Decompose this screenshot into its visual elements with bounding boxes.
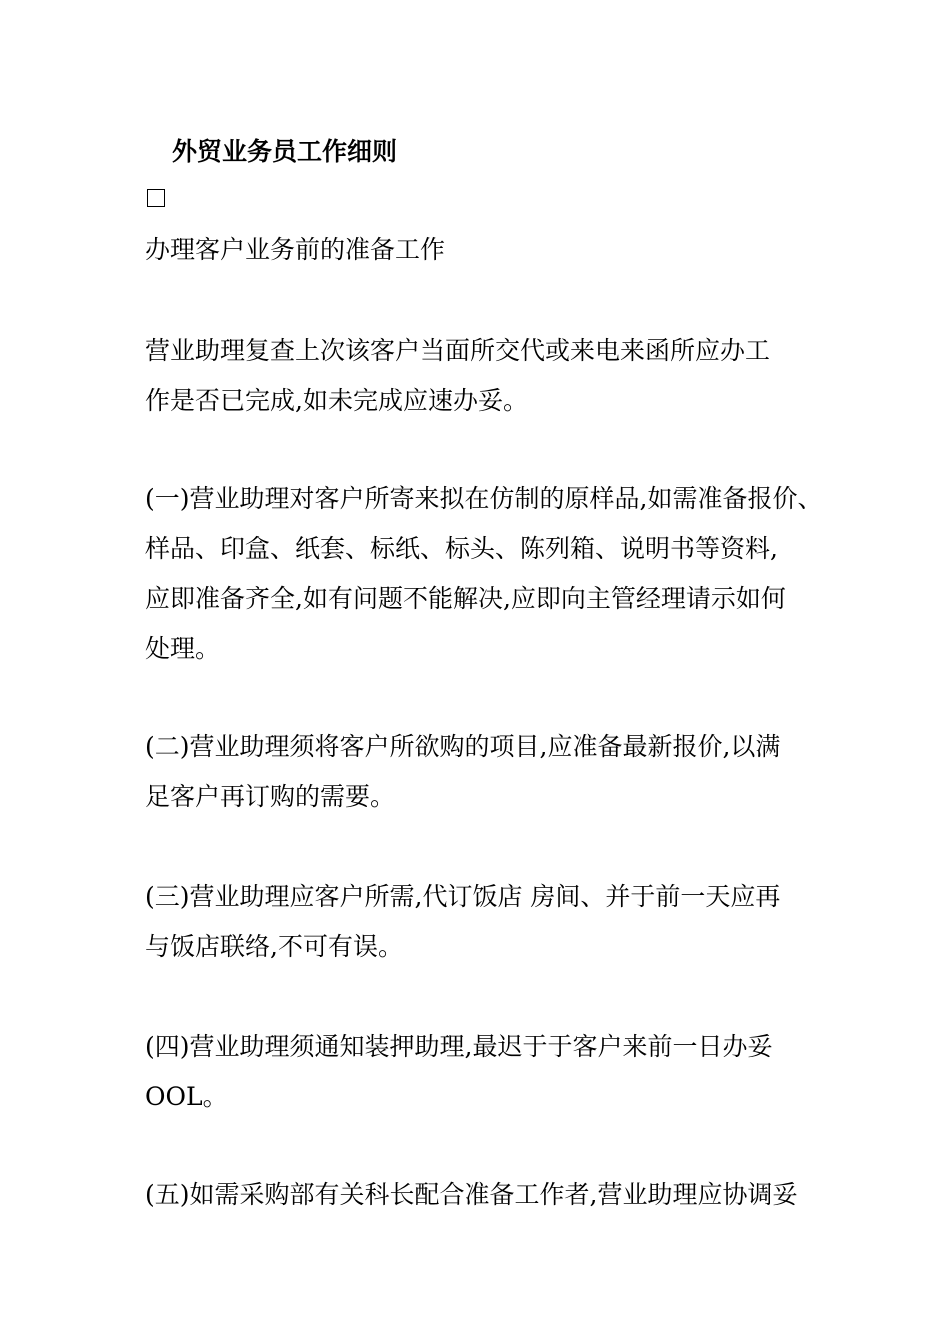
- paragraph-line: 处理。: [145, 634, 221, 663]
- section-heading: 办理客户业务前的准备工作: [145, 235, 446, 264]
- paragraph-line: (三)营业助理应客户所需,代订饭店 房间、并于前一天应再: [145, 882, 781, 911]
- paragraph-line: (二)营业助理须将客户所欲购的项目,应准备最新报价,以满: [145, 732, 781, 761]
- paragraph-item-2: [145, 722, 835, 822]
- paragraph-intro: [145, 326, 835, 426]
- paragraph-item-5: [145, 1170, 835, 1220]
- checkbox-square: [147, 189, 165, 207]
- paragraph-line: 与饭店联络,不可有误。: [145, 932, 403, 961]
- paragraph-line: 样品、印盒、纸套、标纸、标头、陈列箱、说明书等资料,: [145, 534, 778, 563]
- paragraph-item-4: [145, 1022, 835, 1122]
- paragraph-item-1: [145, 474, 835, 674]
- paragraph-line: (四)营业助理须通知装押助理,最迟于于客户来前一日办妥: [145, 1032, 773, 1061]
- paragraph-item-3: [145, 872, 835, 972]
- document-title: 外贸业务员工作细则: [172, 137, 398, 166]
- paragraph-line: 作是否已完成,如未完成应速办妥。: [145, 386, 528, 415]
- paragraph-line: (一)营业助理对客户所寄来拟在仿制的原样品,如需准备报价、: [145, 484, 823, 513]
- paragraph-line: 应即准备齐全,如有问题不能解决,应即向主管经理请示如何: [145, 584, 786, 613]
- paragraph-line: OOL。: [145, 1082, 228, 1111]
- paragraph-line: 营业助理复查上次该客户当面所交代或来电来函所应办工: [145, 336, 771, 365]
- paragraph-line: 足客户再订购的需要。: [145, 782, 396, 811]
- paragraph-line: (五)如需采购部有关科长配合准备工作者,营业助理应协调妥: [145, 1180, 798, 1209]
